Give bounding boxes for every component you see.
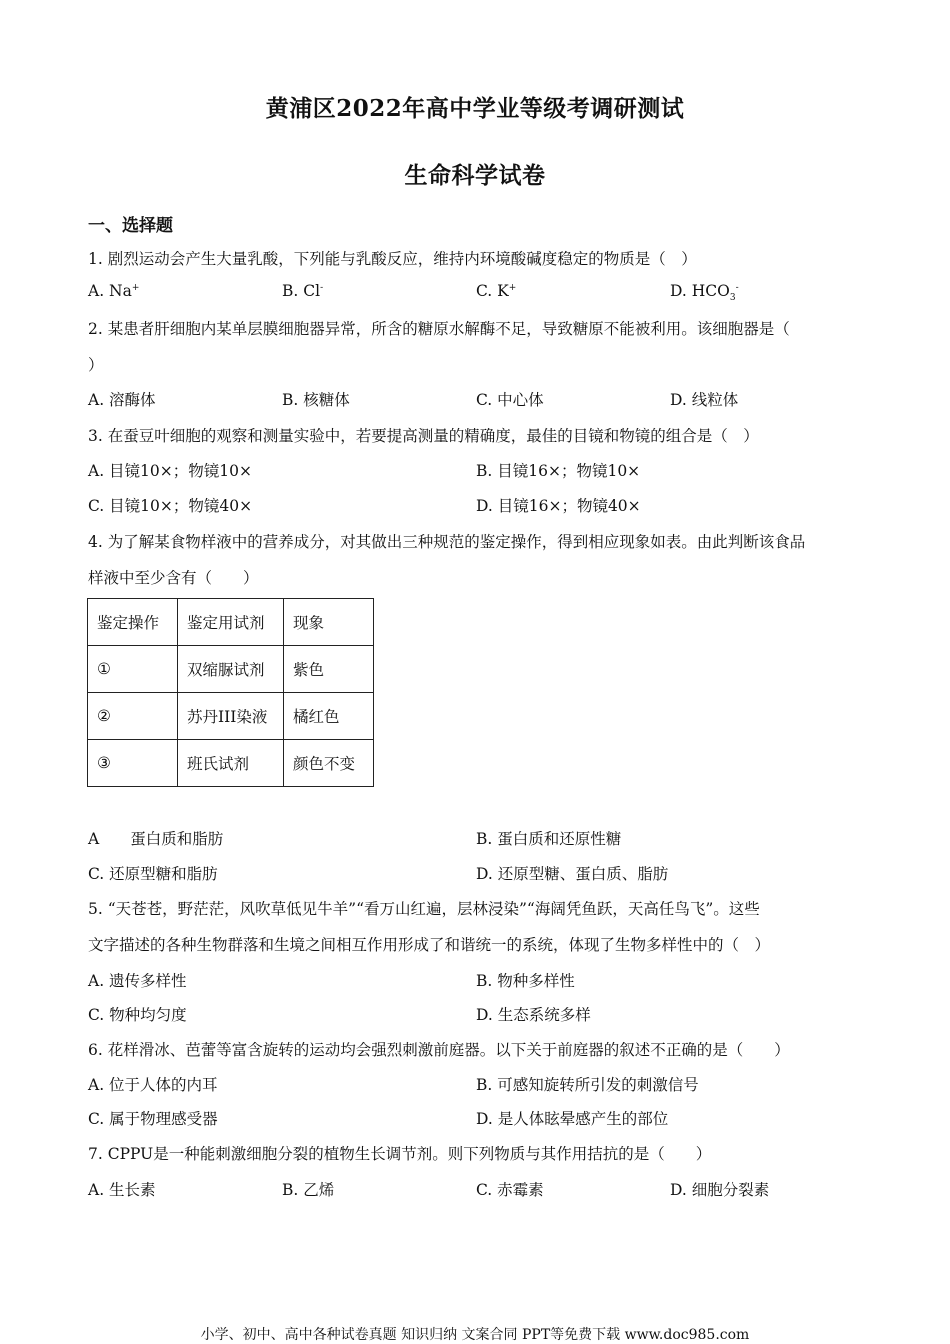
- q5-stem-line1: 5. “天苍苍，野茫茫，风吹草低见牛羊”“看万山红遍，层林浸染”“海阔凭鱼跃，天高任鸟飞”。这些: [88, 900, 760, 918]
- q6-option-c: C. 属于物理感受器: [88, 1110, 218, 1128]
- q6-option-d: D. 是人体眩晕感产生的部位: [476, 1110, 669, 1128]
- q1-option-b: B. Cl-: [282, 282, 324, 300]
- table-cell: ③: [88, 740, 178, 787]
- q6-option-b: B. 可感知旋转所引发的刺激信号: [476, 1076, 699, 1094]
- q3-option-c: C. 目镜10×；物镜40×: [88, 497, 253, 515]
- q4-option-a: A 蛋白质和脂肪: [88, 830, 224, 848]
- q7-stem: 7. CPPU是一种能刺激细胞分裂的植物生长调节剂。则下列物质与其作用拮抗的是（ ）: [88, 1145, 712, 1163]
- q3-option-a: A. 目镜10×；物镜10×: [88, 462, 252, 480]
- table-row: [88, 693, 374, 740]
- q2-stem-line1: 2. 某患者肝细胞内某单层膜细胞器异常，所含的糖原水解酶不足，导致糖原不能被利用。该细胞器是（: [88, 320, 790, 338]
- table-cell: 苏丹III染液: [178, 693, 284, 740]
- q1-stem: 1. 剧烈运动会产生大量乳酸，下列能与乳酸反应，维持内环境酸碱度稳定的物质是（ ）: [88, 250, 697, 268]
- q6-stem: 6. 花样滑冰、芭蕾等富含旋转的运动均会强烈刺激前庭器。以下关于前庭器的叙述不正确的是（ ）: [88, 1041, 790, 1059]
- q5-stem-line2: 文字描述的各种生物群落和生境之间相互作用形成了和谐统一的系统，体现了生物多样性中的（ ）: [88, 936, 771, 954]
- table-header-cell: 鉴定操作: [88, 599, 178, 646]
- q1-option-d: D. $HCO_3^-$: [670, 282, 739, 304]
- q2-stem-line2: ）: [88, 356, 104, 374]
- table-cell: ①: [88, 646, 178, 693]
- table-cell: ②: [88, 693, 178, 740]
- table-header-cell: 鉴定用试剂: [178, 599, 284, 646]
- q1-option-a: A. Na+: [88, 282, 140, 300]
- table-cell: 颜色不变: [284, 740, 374, 787]
- q5-option-d: D. 生态系统多样: [476, 1006, 591, 1024]
- table-row: [88, 646, 374, 693]
- q7-option-a: A. 生长素: [88, 1181, 156, 1199]
- q5-option-a: A. 遗传多样性: [88, 972, 187, 990]
- q2-option-d: D. 线粒体: [670, 391, 739, 409]
- q4-option-c: C. 还原型糖和脂肪: [88, 865, 218, 883]
- q6-option-a: A. 位于人体的内耳: [88, 1076, 218, 1094]
- table-cell: 橘红色: [284, 693, 374, 740]
- table-header-row: [88, 599, 374, 646]
- q2-option-c: C. 中心体: [476, 391, 544, 409]
- section-heading: 一、选择题: [88, 216, 173, 236]
- q7-option-c: C. 赤霉素: [476, 1181, 544, 1199]
- q5-option-c: C. 物种均匀度: [88, 1006, 187, 1024]
- q3-option-b: B. 目镜16×；物镜10×: [476, 462, 641, 480]
- table-cell: 双缩脲试剂: [178, 646, 284, 693]
- q4-stem-line2: 样液中至少含有（ ）: [88, 569, 259, 587]
- table-header-cell: 现象: [284, 599, 374, 646]
- exam-title: 黄浦区2022年高中学业等级考调研测试: [265, 95, 685, 122]
- table-cell: 班氏试剂: [178, 740, 284, 787]
- table-row: [88, 740, 374, 787]
- q7-option-d: D. 细胞分裂素: [670, 1181, 770, 1199]
- page-footer: 小学、初中、高中各种试卷真题 知识归纳 文案合同 PPT等免费下载 www.doc985.com: [200, 1327, 750, 1343]
- q4-stem-line1: 4. 为了解某食物样液中的营养成分，对其做出三种规范的鉴定操作，得到相应现象如表。由此判断该食品: [88, 533, 806, 551]
- q1-option-c: C. K+: [476, 282, 517, 300]
- q3-stem: 3. 在蚕豆叶细胞的观察和测量实验中，若要提高测量的精确度，最佳的目镜和物镜的组合是（ ）: [88, 427, 759, 445]
- q7-option-b: B. 乙烯: [282, 1181, 335, 1199]
- q2-option-a: A. 溶酶体: [88, 391, 156, 409]
- q3-option-d: D. 目镜16×；物镜40×: [476, 497, 641, 515]
- q2-option-b: B. 核糖体: [282, 391, 350, 409]
- q5-option-b: B. 物种多样性: [476, 972, 575, 990]
- q4-option-b: B. 蛋白质和还原性糖: [476, 830, 622, 848]
- q4-table: [87, 598, 374, 787]
- q4-option-d: D. 还原型糖、蛋白质、脂肪: [476, 865, 669, 883]
- exam-subtitle: 生命科学试卷: [404, 162, 546, 189]
- table-cell: 紫色: [284, 646, 374, 693]
